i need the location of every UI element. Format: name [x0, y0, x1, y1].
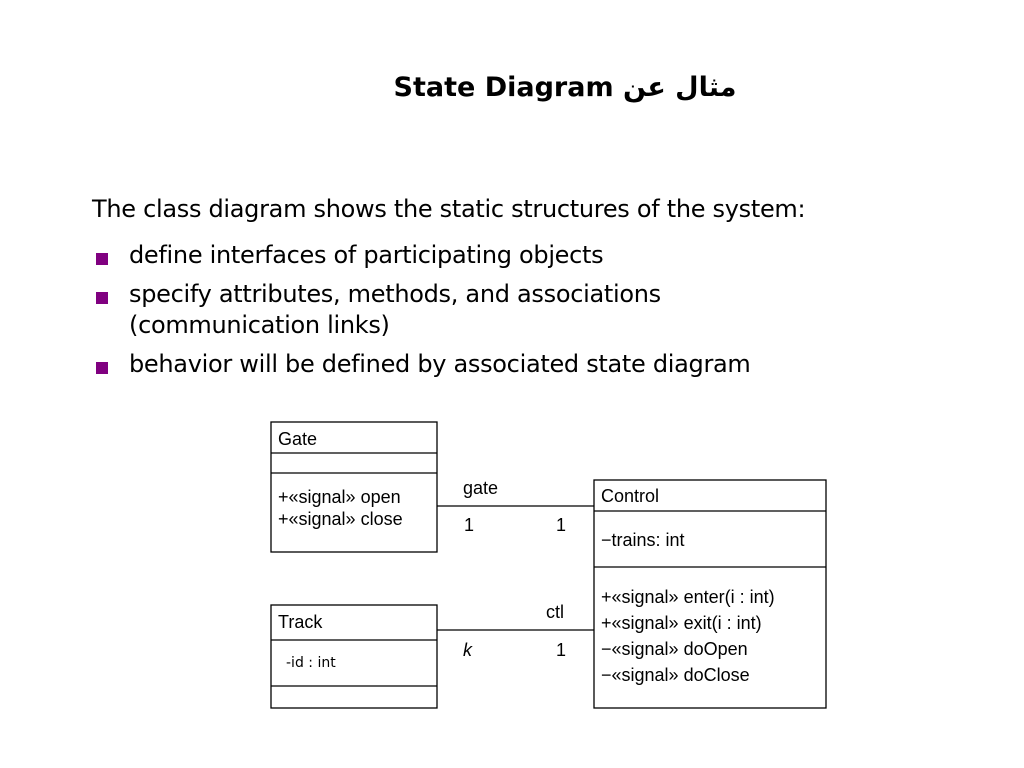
control-operation: +«signal» enter(i : int)	[601, 587, 775, 607]
gate-multiplicity-left: 1	[464, 515, 475, 535]
track-class-name: Track	[278, 612, 323, 632]
gate-class-name: Gate	[278, 429, 318, 449]
bullet-text: specify attributes, methods, and associations (communication links)	[129, 280, 661, 339]
control-operation: −«signal» doClose	[601, 665, 750, 685]
gate-operation: +«signal» close	[278, 509, 403, 529]
intro-text: The class diagram shows the static structures of the system:	[92, 195, 806, 223]
control-attribute: −trains: int	[601, 530, 685, 550]
control-operation: −«signal» doOpen	[601, 639, 748, 659]
control-class-name: Control	[601, 486, 660, 506]
bullet-text: define interfaces of participating objects	[129, 241, 604, 269]
gate-multiplicity-right: 1	[556, 515, 567, 535]
track-multiplicity-right: 1	[556, 640, 567, 660]
track-multiplicity-left: k	[463, 640, 472, 660]
gate-operation: +«signal» open	[278, 487, 401, 507]
track-attribute: -id : int	[286, 655, 336, 671]
bullet-text: behavior will be defined by associated state diagram	[129, 350, 751, 378]
control-operation: +«signal» exit(i : int)	[601, 613, 762, 633]
track-role-label: ctl	[546, 602, 564, 622]
gate-role-label: gate	[463, 478, 499, 498]
slide-title: State Diagram مثال عن	[393, 72, 737, 103]
